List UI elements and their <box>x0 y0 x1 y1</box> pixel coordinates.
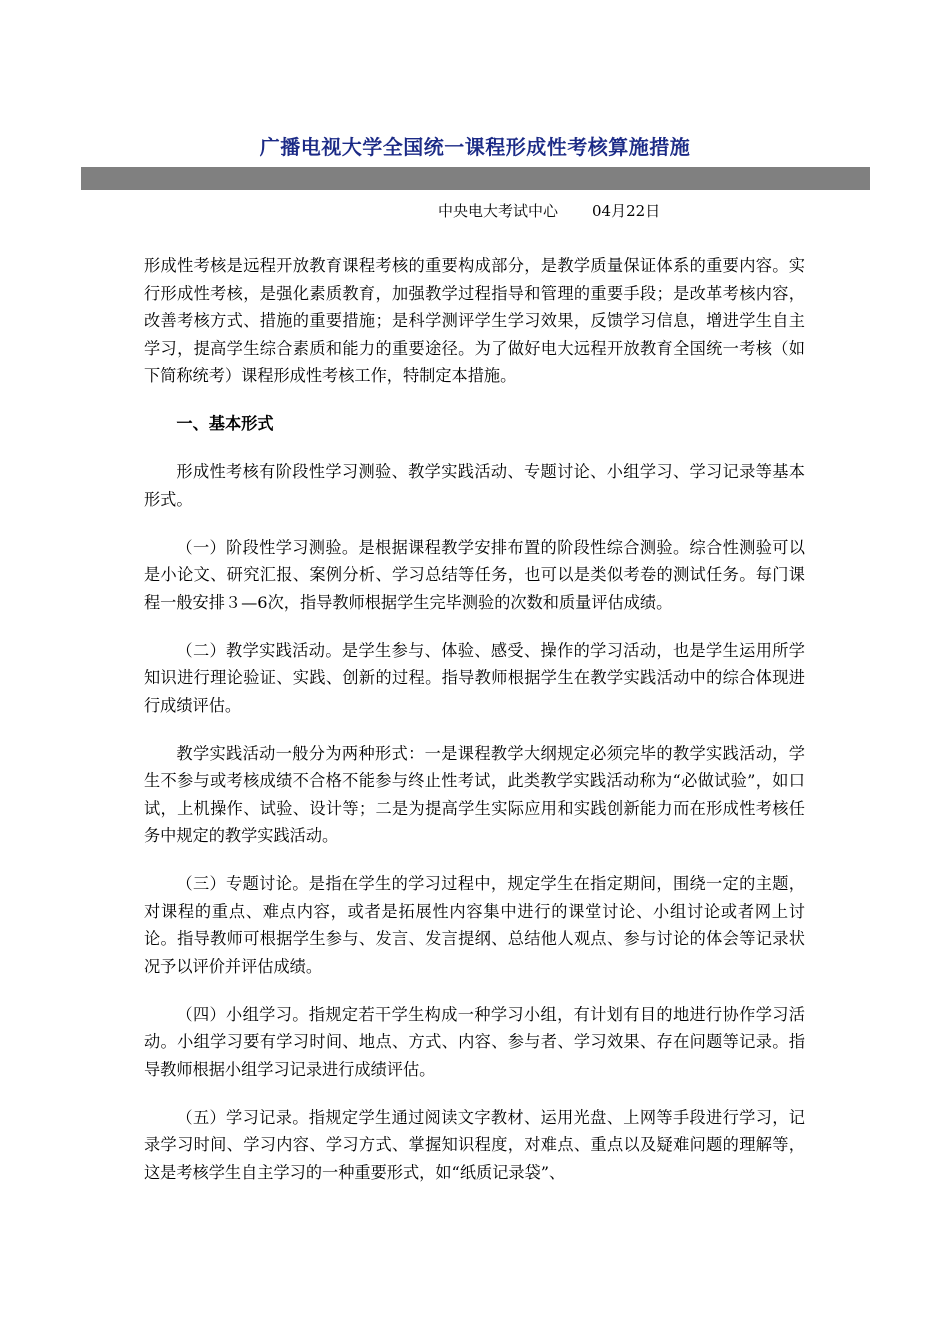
document-meta <box>438 200 660 222</box>
body-paragraph: （四）小组学习。指规定若干学生构成一种学习小组，有计划有目的地进行协作学习活动。小组学习要有学习时间、地点、方式、内容、参与者、学习效果、存在问题等记录。指导教师根据小组学习记录进行成绩评估。 <box>144 1004 805 1079</box>
intro-paragraph: 形成性考核是远程开放教育课程考核的重要构成部分，是教学质量保证体系的重要内容。实行形成性考核，是强化素质教育，加强教学过程指导和管理的重要手段；是改革考核内容，改善考核方式、措施的重要措施；是科学测评学生学习效果，反馈学习信息，增进学生自主学习，提高学生综合素质和能力的重要途径。为了做好电大远程开放教育全国统一考核（如下简称统考）课程形成性考核工作，特制定本措施。 <box>144 256 805 385</box>
body-paragraph: （三）专题讨论。是指在学生的学习过程中，规定学生在指定期间，围绕一定的主题，对课程的重点、难点内容，或者是拓展性内容集中进行的课堂讨论、小组讨论或者网上讨论。指导教师可根据学生参与、发言、发言提纲、总结他人观点、参与讨论的体会等记录状况予以评价并评估成绩。 <box>144 874 805 976</box>
body-paragraph: 形成性考核有阶段性学习测验、教学实践活动、专题讨论、小组学习、学习记录等基本形式。 <box>144 462 805 509</box>
section-heading: 一、基本形式 <box>176 414 274 433</box>
document-body <box>144 252 805 1207</box>
body-paragraph: 教学实践活动一般分为两种形式：一是课程教学大纲规定必须完毕的教学实践活动，学生不参与或考核成绩不合格不能参与终止性考试，此类教学实践活动称为“必做试验”，如口试，上机操作、试验、设计等；二是为提高学生实际应用和实践创新能力而在形成性考核任务中规定的教学实践活动。 <box>144 743 805 845</box>
document-title: 广播电视大学全国统一课程形成性考核算施措施 <box>259 135 691 159</box>
body-paragraph: （一）阶段性学习测验。是根据课程教学安排布置的阶段性综合测验。综合性测验可以是小论文、研究汇报、案例分析、学习总结等任务，也可以是类似考卷的测试任务。每门课程一般安排３—6次，指导教师根据学生完毕测验的次数和质量评估成绩。 <box>144 537 805 612</box>
title-divider-bar <box>81 167 870 190</box>
document-date: 04月22日 <box>592 202 661 220</box>
body-paragraph: （二）教学实践活动。是学生参与、体验、感受、操作的学习活动，也是学生运用所学知识进行理论验证、实践、创新的过程。指导教师根据学生在教学实践活动中的综合体现进行成绩评估。 <box>144 640 805 715</box>
document-source: 中央电大考试中心 <box>438 202 559 220</box>
body-paragraph: （五）学习记录。指规定学生通过阅读文字教材、运用光盘、上网等手段进行学习，记录学习时间、学习内容、学习方式、掌握知识程度，对难点、重点以及疑难问题的理解等，这是考核学生自主学习的一种重要形式，如“纸质记录袋”、 <box>144 1107 805 1182</box>
